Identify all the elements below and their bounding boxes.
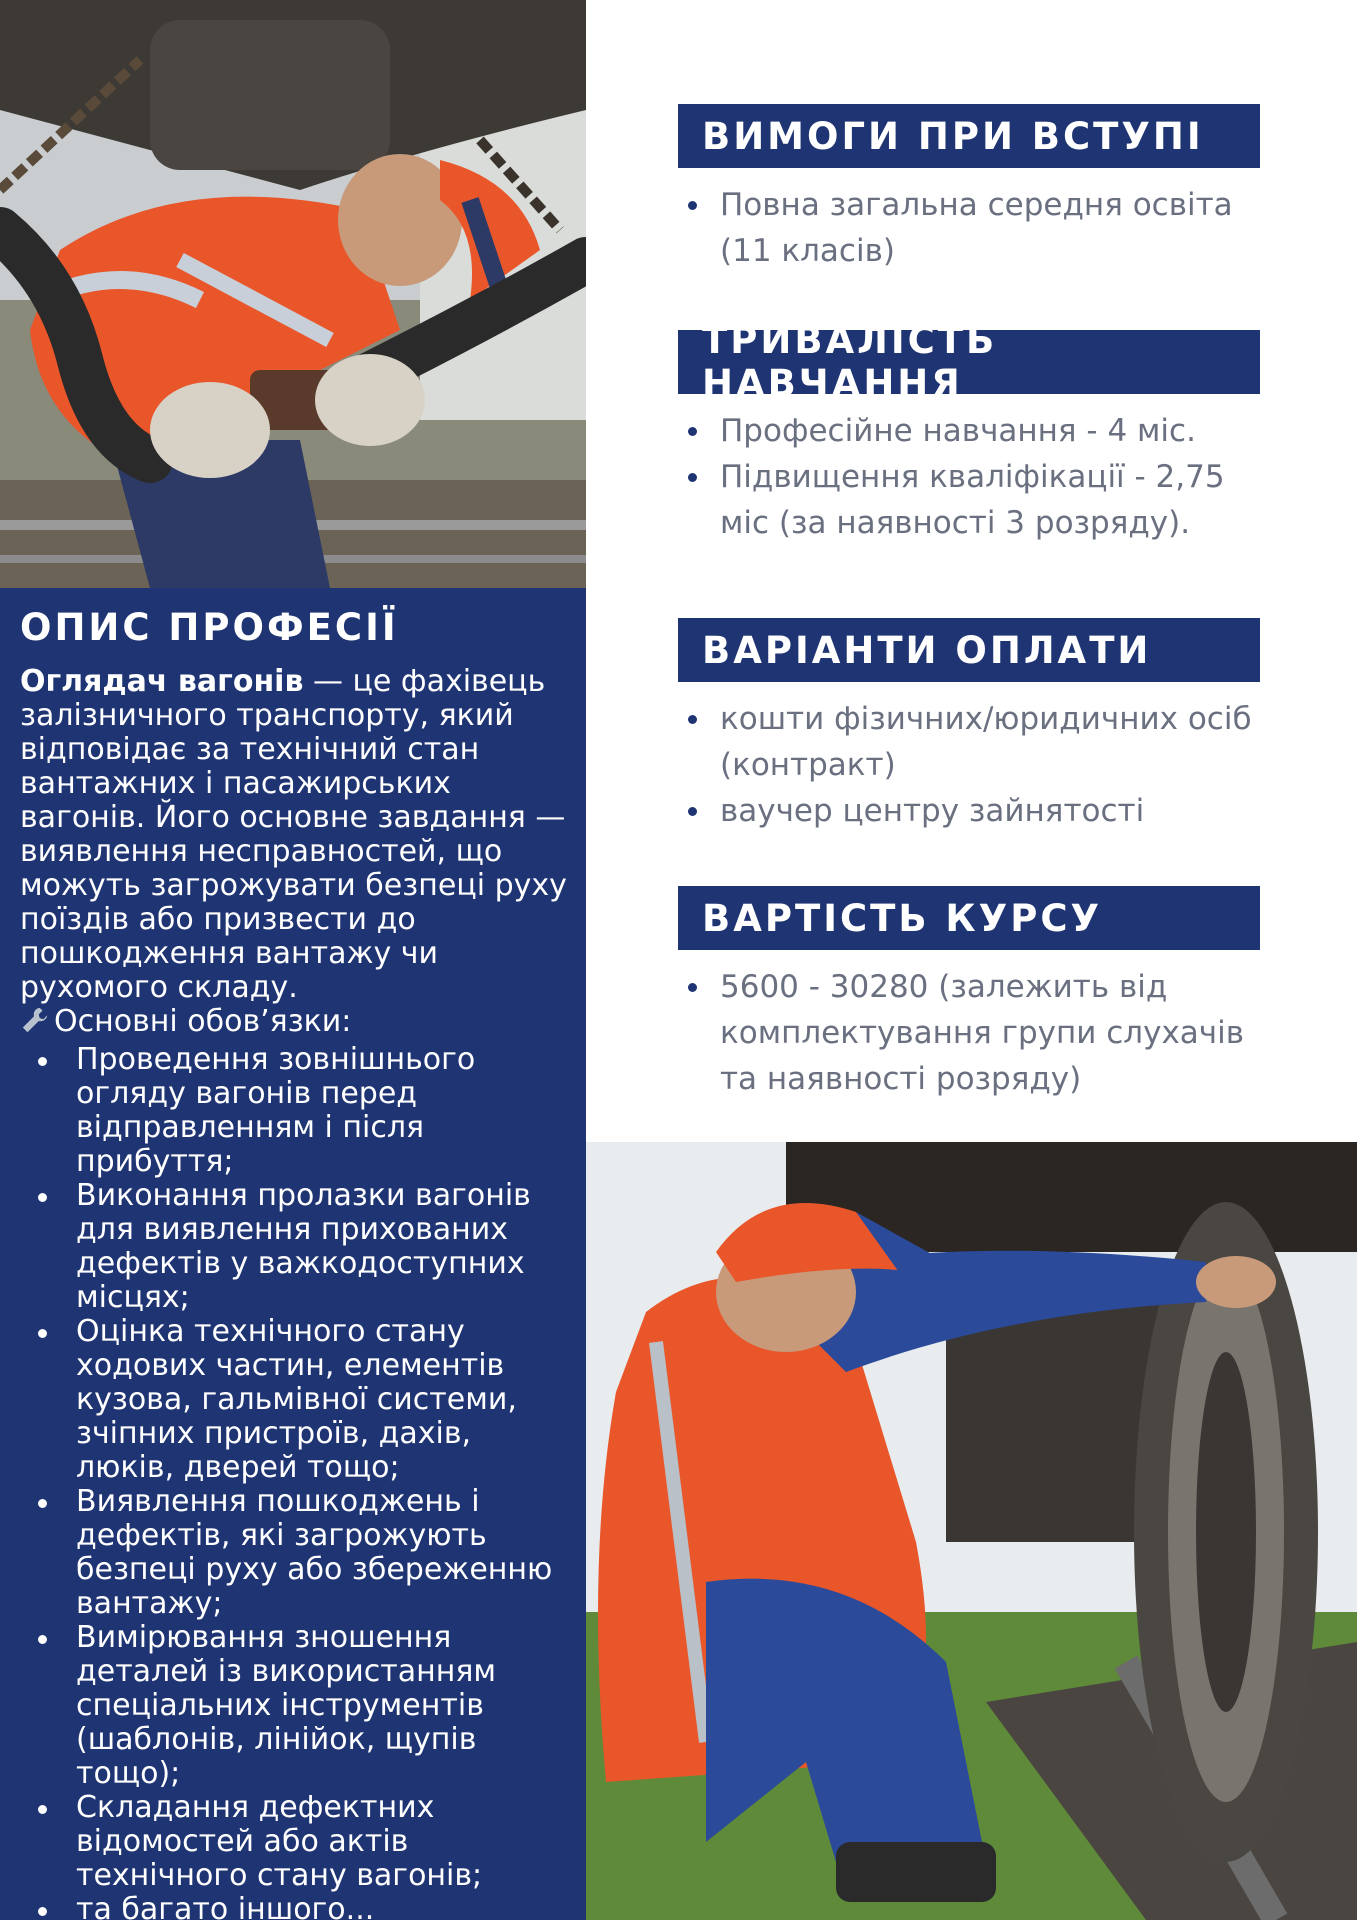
requirements-section bbox=[678, 104, 1260, 274]
list-item: Складання дефектних відомостей або актів технічного стану вагонів; bbox=[56, 1791, 572, 1893]
list-item: кошти фізичних/юридичних осіб (контракт) bbox=[678, 696, 1260, 788]
cost-section bbox=[678, 886, 1260, 1102]
list-item: Проведення зовнішнього огляду вагонів перед відправленням і після прибуття; bbox=[56, 1043, 572, 1179]
duration-banner: ТРИВАЛІСТЬ НАВЧАННЯ bbox=[678, 330, 1260, 394]
payment-section bbox=[678, 618, 1260, 834]
cost-list bbox=[678, 964, 1260, 1102]
list-item: Виявлення пошкоджень і дефектів, які загрожують безпеці руху або збереженню вантажу; bbox=[56, 1485, 572, 1621]
list-item: Вимірювання зношення деталей із використанням спеціальних інструментів (шаблонів, лінійок, щупів тощо); bbox=[56, 1621, 572, 1791]
payment-banner: ВАРІАНТИ ОПЛАТИ bbox=[678, 618, 1260, 682]
profession-name: Оглядач вагонів bbox=[20, 664, 304, 699]
photo-worker-at-wheel bbox=[586, 1142, 1357, 1920]
wrench-icon bbox=[20, 1005, 54, 1043]
requirements-banner: ВИМОГИ ПРИ ВСТУПІ bbox=[678, 104, 1260, 168]
list-item: ваучер центру зайнятості bbox=[678, 788, 1260, 834]
description-title: ОПИС ПРОФЕСІЇ bbox=[20, 606, 399, 649]
list-item: Підвищення кваліфікації - 2,75 міс (за наявності 3 розряду). bbox=[678, 454, 1260, 546]
description-panel bbox=[0, 588, 586, 1927]
duration-list bbox=[678, 408, 1260, 546]
description-text bbox=[20, 665, 572, 1005]
requirements-list bbox=[678, 182, 1260, 274]
list-item: 5600 - 30280 (залежить від комплектування групи слухачів та наявності розряду) bbox=[678, 964, 1260, 1102]
payment-list bbox=[678, 696, 1260, 834]
cost-banner: ВАРТІСТЬ КУРСУ bbox=[678, 886, 1260, 950]
list-item: Оцінка технічного стану ходових частин, елементів кузова, гальмівної системи, зчіпних пристроїв, дахів, люків, дверей тощо; bbox=[56, 1315, 572, 1485]
duties-heading-text: Основні обов’язки: bbox=[54, 1004, 352, 1039]
duties-list bbox=[20, 1043, 572, 1927]
duration-section bbox=[678, 319, 1260, 546]
list-item: Професійне навчання - 4 міс. bbox=[678, 408, 1260, 454]
list-item: Повна загальна середня освіта (11 класів) bbox=[678, 182, 1260, 274]
duties-heading bbox=[20, 1005, 572, 1043]
list-item: Виконання пролазки вагонів для виявлення прихованих дефектів у важкодоступних місцях; bbox=[56, 1179, 572, 1315]
photo-worker-under-wagon bbox=[0, 0, 586, 588]
profession-definition: — це фахівець залізничного транспорту, який відповідає за технічний стан вантажних і пасажирських вагонів. Його основне завдання — виявлення несправностей, що можуть загрожувати безпеці руху поїздів або призвести до пошкодження вантажу чи рухомого складу. bbox=[20, 664, 567, 1005]
list-item: та багато іншого... bbox=[56, 1893, 572, 1927]
